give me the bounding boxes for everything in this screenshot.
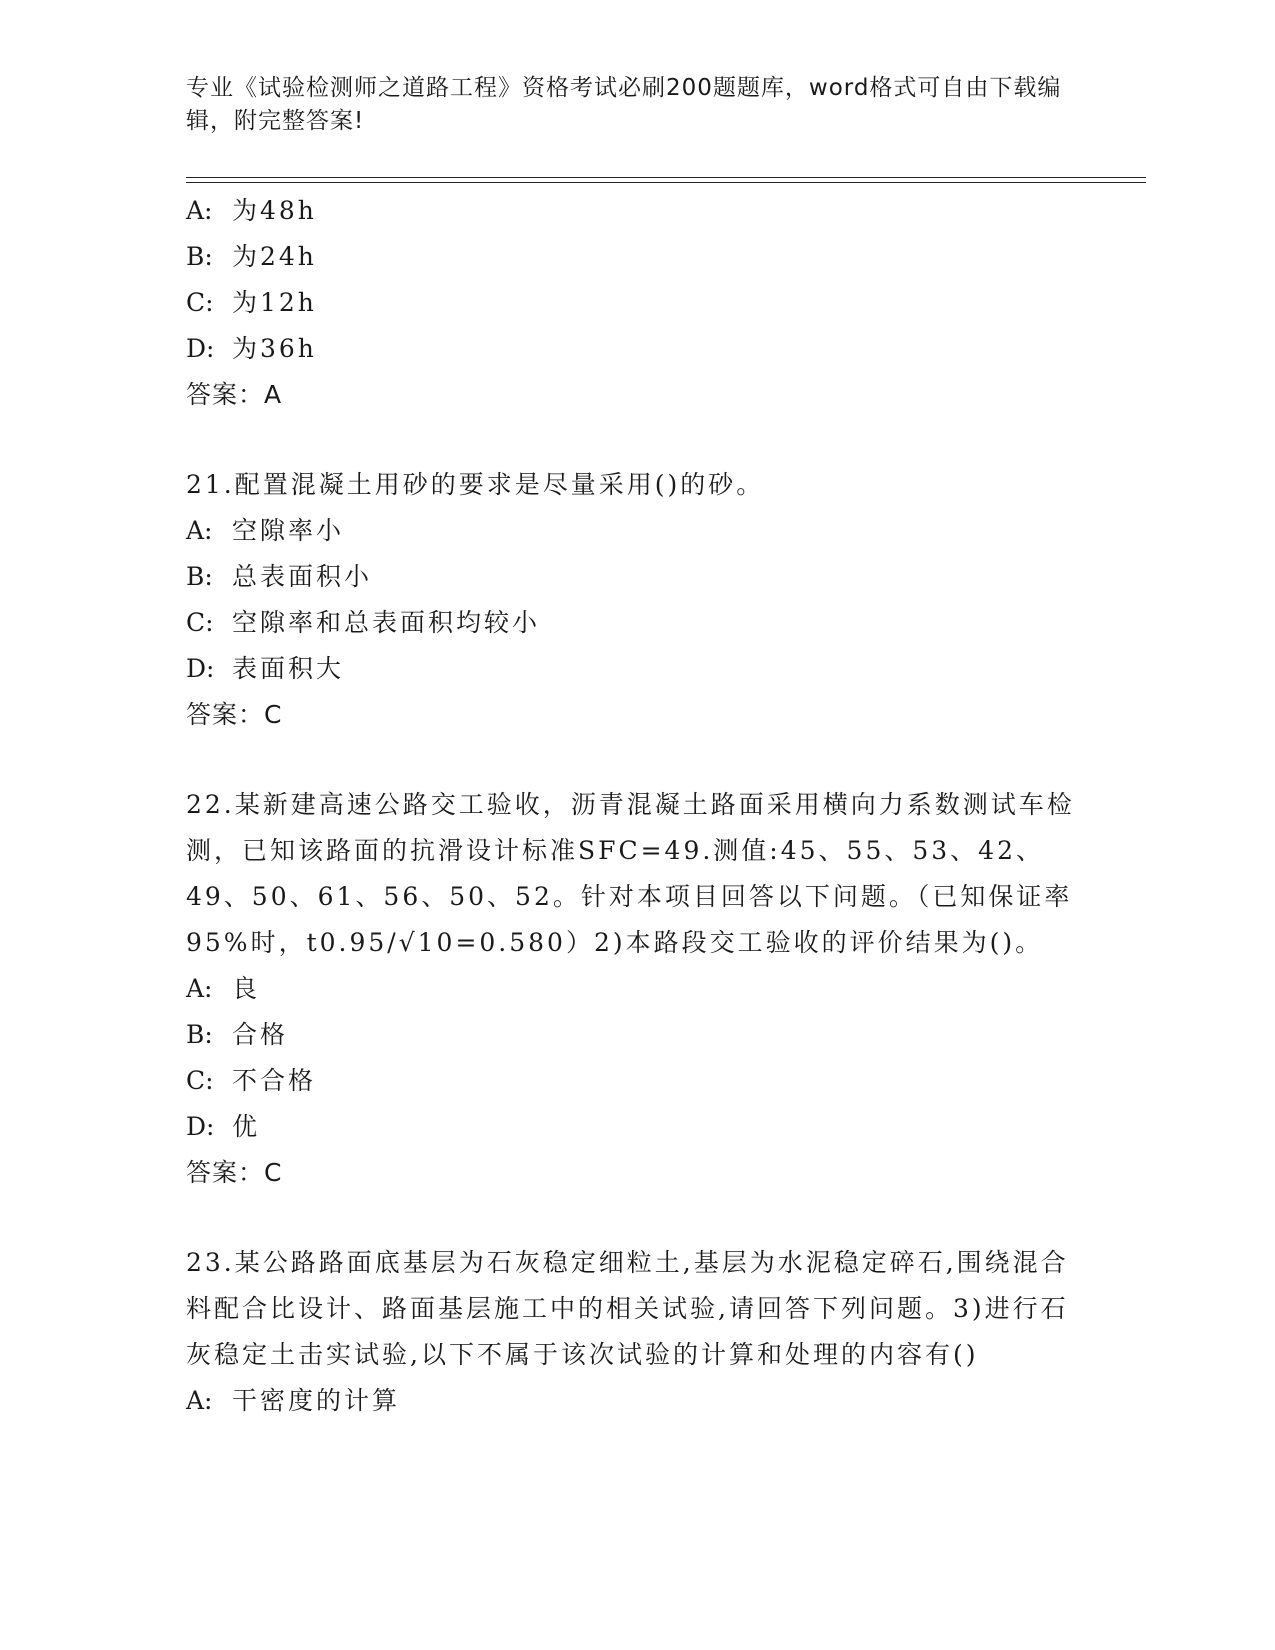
- question-text: 22.某新建高速公路交工验收，沥青混凝土路面采用横向力系数测试车检测，已知该路面的抗滑设计标准SFC=49.测值:45、55、53、42、49、50、61、56、50、52。针对本项目回答以下问题。（已知保证率95%时，t0.95/√10=0.580）2)本路段交工验收的评价结果为()。: [186, 790, 1075, 957]
- header-rule-bottom: [186, 182, 1146, 183]
- option-a: A: 良: [186, 974, 261, 1003]
- option-d: D: 表面积大: [186, 654, 345, 683]
- question-20: [186, 188, 1086, 418]
- question-22: [186, 782, 1086, 1196]
- document-header: 专业《试验检测师之道路工程》资格考试必刷200题题库，word格式可自由下载编辑，附完整答案!: [186, 75, 1062, 134]
- question-text: 21.配置混凝土用砂的要求是尽量采用()的砂。: [186, 470, 765, 499]
- option-d: D: 优: [186, 1112, 261, 1141]
- answer: 答案：C: [186, 1158, 283, 1187]
- option-b: B: 合格: [186, 1020, 289, 1049]
- header-rule-top: [186, 177, 1146, 178]
- option-c: C: 为12h: [186, 288, 317, 317]
- option-a: A: 干密度的计算: [186, 1386, 401, 1415]
- question-21: [186, 462, 1086, 738]
- answer: 答案：C: [186, 700, 283, 729]
- document-content: [186, 188, 1086, 1424]
- option-a: A: 空隙率小: [186, 516, 345, 545]
- answer: 答案：A: [186, 380, 283, 409]
- question-text: 23.某公路路面底基层为石灰稳定细粒土,基层为水泥稳定碎石,围绕混合料配合比设计、路面基层施工中的相关试验,请回答下列问题。3)进行石灰稳定土击实试验,以下不属于该次试验的计算和处理的内容有(): [186, 1248, 1069, 1369]
- option-a: A: 为48h: [186, 196, 317, 225]
- option-c: C: 不合格: [186, 1066, 317, 1095]
- option-b: B: 总表面积小: [186, 562, 373, 591]
- option-b: B: 为24h: [186, 242, 317, 271]
- question-23: [186, 1240, 1086, 1424]
- option-c: C: 空隙率和总表面积均较小: [186, 608, 541, 637]
- option-d: D: 为36h: [186, 334, 317, 363]
